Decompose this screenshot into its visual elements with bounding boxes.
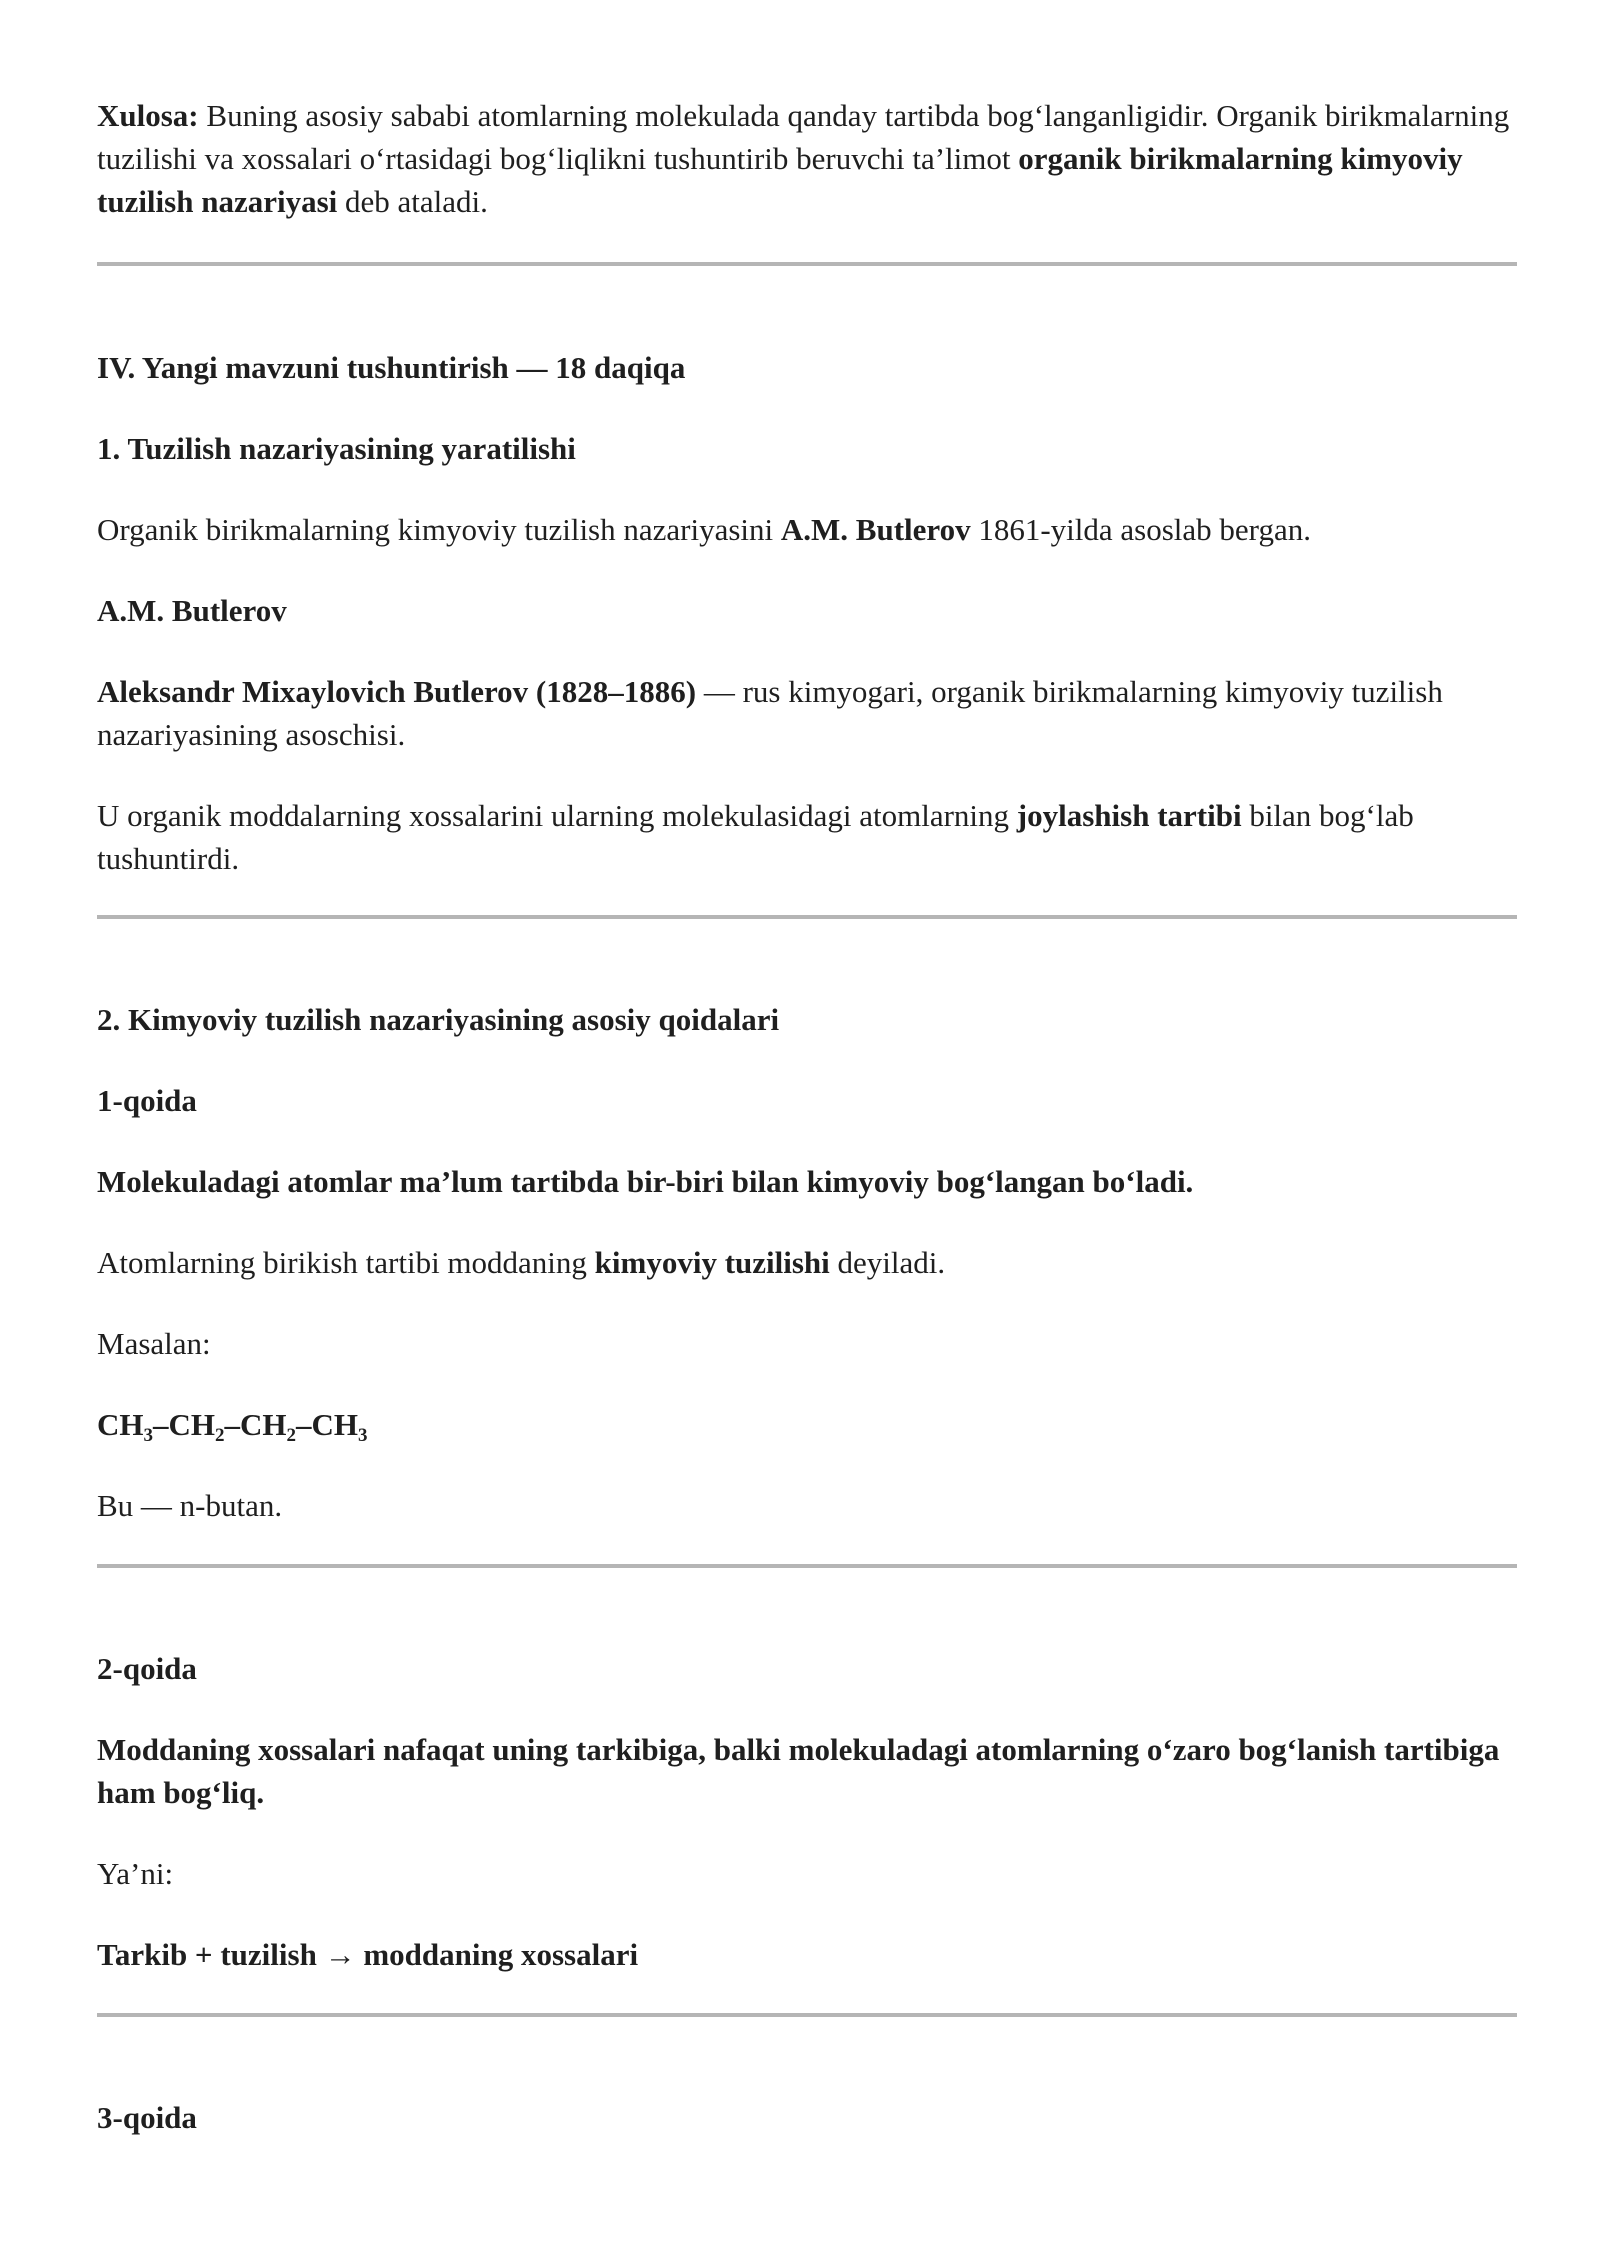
arrow-icon: → [324, 1937, 356, 1972]
text: U organik moddalarning xossalarini ularning molekulasidagi atomlarning [97, 798, 1017, 833]
formula-subscript: 2 [286, 1425, 296, 1446]
text: moddaning xossalari [355, 1937, 639, 1972]
section-divider [97, 262, 1517, 266]
formula-part: CH [240, 1407, 287, 1442]
paragraph-explanation [97, 794, 1517, 880]
formula-subscript: 2 [215, 1425, 225, 1446]
formula-bond: – [153, 1407, 169, 1442]
example-label: Masalan: [97, 1326, 211, 1361]
rule-statement: Molekuladagi atomlar ma’lum tartibda bir-biri bilan kimyoviy bog‘langan bo‘ladi. [97, 1164, 1194, 1199]
bold-term: kimyoviy tuzilishi [594, 1245, 830, 1280]
bio-text: — rus kimyogari, organik birikmalarning kimyoviy tuzilish nazariyasining asoschisi. [97, 674, 1443, 752]
conclusion-paragraph [97, 94, 1517, 223]
butane-formula [97, 1403, 1517, 1446]
conclusion-end: deb ataladi. [337, 184, 488, 219]
formula-bond: – [296, 1407, 312, 1442]
formula-part: CH [311, 1407, 358, 1442]
subsection-heading: 1. Tuzilish nazariyasining yaratilishi [97, 431, 576, 466]
formula-part: CH [97, 1407, 144, 1442]
paragraph-biography [97, 670, 1517, 756]
name-heading: A.M. Butlerov [97, 593, 287, 628]
text: Atomlarning birikish tartibi moddaning [97, 1245, 595, 1280]
rule-title: 2-qoida [97, 1651, 197, 1686]
text: 1861-yilda asoslab bergan. [970, 512, 1311, 547]
text: bilan bog‘lab tushuntirdi. [97, 798, 1414, 876]
section-divider [97, 2013, 1517, 2017]
yani-label: Ya’ni: [97, 1856, 174, 1891]
formula-subscript: 3 [143, 1425, 153, 1446]
formula-subscript: 3 [358, 1425, 368, 1446]
conclusion-text: Buning asosiy sababi atomlarning molekulada qanday tartibda bog‘langanligidir. Organik birikmalarning tuzilishi va xossalari o‘rtasidagi bog‘liqlikni tushuntirib beruvchi ta’limot [97, 98, 1510, 176]
rule-statement: Moddaning xossalari nafaqat uning tarkibiga, balki molekuladagi atomlarning o‘zaro bog‘lanish tartibiga ham bog‘liq. [97, 1732, 1500, 1810]
rule-title: 1-qoida [97, 1083, 197, 1118]
conclusion-term: organik birikmalarning kimyoviy tuzilish nazariyasi [97, 141, 1463, 219]
section-divider [97, 1564, 1517, 1568]
section-heading: 2. Kimyoviy tuzilish nazariyasining asosiy qoidalari [97, 1002, 780, 1037]
section-heading: IV. Yangi mavzuni tushuntirish — 18 daqiqa [97, 350, 686, 385]
conclusion-label: Xulosa: [97, 98, 199, 133]
section-divider [97, 915, 1517, 919]
text: Tarkib + tuzilish [97, 1937, 325, 1972]
rule-paragraph [97, 1241, 1517, 1284]
paragraph-butlerov-intro [97, 508, 1517, 551]
bio-name: Aleksandr Mixaylovich Butlerov (1828–1886) [97, 674, 697, 709]
formula-part: CH [168, 1407, 215, 1442]
text: Organik birikmalarning kimyoviy tuzilish nazariyasini [97, 512, 781, 547]
property-formula [97, 1933, 1517, 1976]
bold-term: joylashish tartibi [1016, 798, 1242, 833]
formula-bond: – [224, 1407, 240, 1442]
text: deyiladi. [829, 1245, 946, 1280]
rule-title: 3-qoida [97, 2100, 197, 2135]
butane-note: Bu — n-butan. [97, 1488, 283, 1523]
bold-name: A.M. Butlerov [780, 512, 971, 547]
